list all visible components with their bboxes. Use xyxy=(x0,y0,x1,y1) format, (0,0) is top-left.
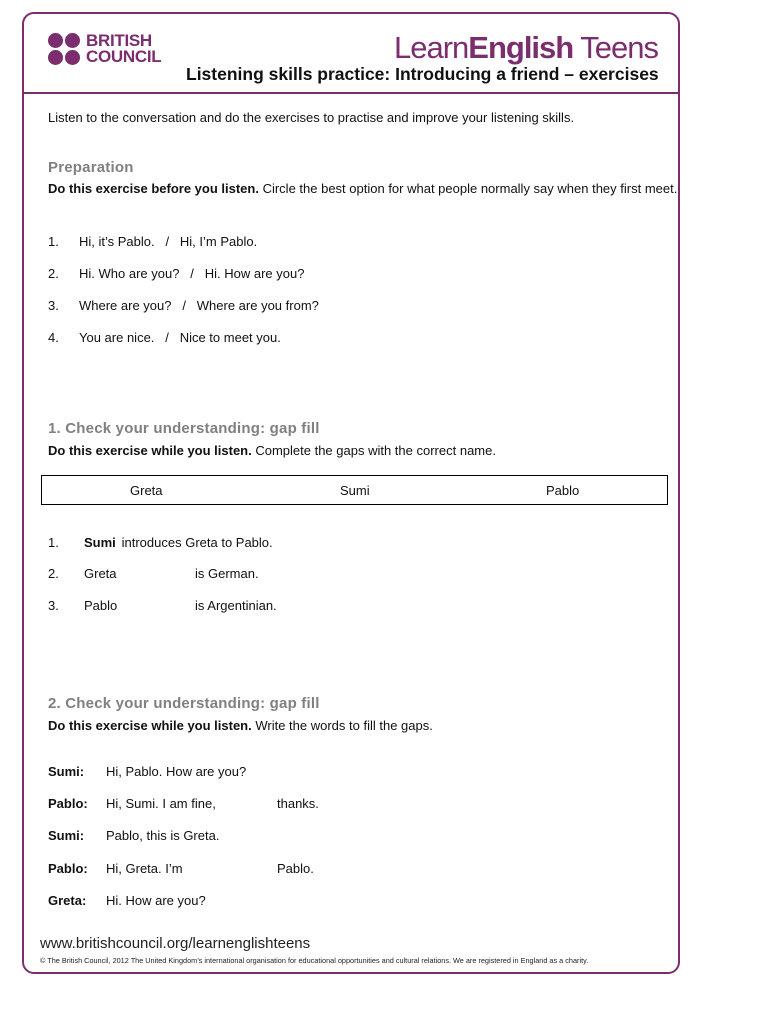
item-text: Where are you? / Where are you from? xyxy=(79,298,319,313)
list-item xyxy=(48,298,319,313)
speaker-name: Pablo: xyxy=(48,861,88,876)
logo-english: English xyxy=(468,30,574,65)
list-item xyxy=(48,330,281,345)
dialogue-text: Hi, Pablo. How are you? xyxy=(106,764,247,779)
item-number: 2. xyxy=(48,266,59,281)
header-divider xyxy=(24,92,680,94)
logo-teens: Teens xyxy=(573,30,658,65)
footer-url-link[interactable]: www.britishcouncil.org/learnenglishteens xyxy=(40,935,311,952)
name-box xyxy=(41,475,668,505)
logo-line-2: COUNCIL xyxy=(86,47,162,66)
item-number: 1. xyxy=(48,535,59,550)
speaker-name: Sumi: xyxy=(48,828,85,843)
logo-learn: Learn xyxy=(393,30,469,65)
exercise1-instruction-bold: Do this exercise while you listen. xyxy=(48,443,252,458)
logo-dots-icon xyxy=(48,33,80,65)
preparation-instruction xyxy=(48,180,680,198)
gap-answer: Pablo. xyxy=(277,861,314,876)
name-option: Greta xyxy=(130,483,163,498)
name-option: Sumi xyxy=(340,483,370,498)
learnenglish-teens-logo xyxy=(394,30,658,66)
gap-answer: Sumi xyxy=(84,535,116,550)
dialogue-text: Hi, Greta. I’m xyxy=(106,861,183,876)
logo-line-1: BRITISH xyxy=(86,31,152,50)
footer-copyright: © The British Council, 2012 The United Kingdom’s international organisation for educational opportunities and cultural relations. We are registered in England as a charity. xyxy=(40,956,589,965)
dialogue-line xyxy=(48,861,648,877)
list-item xyxy=(48,266,304,281)
preparation-instruction-bold: Do this exercise before you listen. xyxy=(48,181,259,196)
preparation-instruction-rest: Circle the best option for what people normally say when they first meet. xyxy=(258,181,678,196)
gap-sentence: is German. xyxy=(195,566,259,581)
gap-answer: thanks. xyxy=(277,796,319,811)
exercise2-instruction-rest: Write the words to fill the gaps. xyxy=(251,718,433,733)
gap-item xyxy=(48,598,648,614)
name-option: Pablo xyxy=(546,483,580,498)
exercise1-instruction xyxy=(48,442,680,460)
item-number: 3. xyxy=(48,298,59,313)
intro-text: Listen to the conversation and do the exercises to practise and improve your listening skills. xyxy=(48,110,575,125)
speaker-name: Sumi: xyxy=(48,764,85,779)
item-number: 3. xyxy=(48,598,59,613)
dialogue-line xyxy=(48,828,648,844)
gap-sentence: introduces Greta to Pablo. xyxy=(118,535,273,550)
dialogue-line xyxy=(48,796,648,812)
page-title: Listening skills practice: Introducing a friend – exercises xyxy=(186,64,659,84)
exercise2-heading: 2. Check your understanding: gap fill xyxy=(48,695,320,712)
gap-item xyxy=(48,566,648,582)
dialogue-text: Hi. How are you? xyxy=(106,893,206,908)
british-council-logo xyxy=(48,33,161,65)
dialogue-line xyxy=(48,893,648,909)
item-text: You are nice. / Nice to meet you. xyxy=(79,330,281,345)
gap-item xyxy=(48,535,648,551)
list-item xyxy=(48,234,257,249)
dialogue-text: Pablo, this is Greta. xyxy=(106,828,220,843)
dialogue-text: Hi, Sumi. I am fine, xyxy=(106,796,216,811)
dialogue-line xyxy=(48,764,648,780)
exercise1-instruction-rest: Complete the gaps with the correct name. xyxy=(251,443,496,458)
gap-sentence: is Argentinian. xyxy=(195,598,277,613)
exercise2-instruction xyxy=(48,717,680,735)
speaker-name: Pablo: xyxy=(48,796,88,811)
exercise2-instruction-bold: Do this exercise while you listen. xyxy=(48,718,252,733)
item-number: 2. xyxy=(48,566,59,581)
preparation-heading: Preparation xyxy=(48,159,134,176)
item-number: 1. xyxy=(48,234,59,249)
exercise1-heading: 1. Check your understanding: gap fill xyxy=(48,420,320,437)
gap-answer: Pablo xyxy=(84,598,118,613)
item-number: 4. xyxy=(48,330,59,345)
gap-answer: Greta xyxy=(84,566,117,581)
speaker-name: Greta: xyxy=(48,893,87,908)
item-text: Hi, it’s Pablo. / Hi, I’m Pablo. xyxy=(79,234,258,249)
item-text: Hi. Who are you? / Hi. How are you? xyxy=(79,266,305,281)
